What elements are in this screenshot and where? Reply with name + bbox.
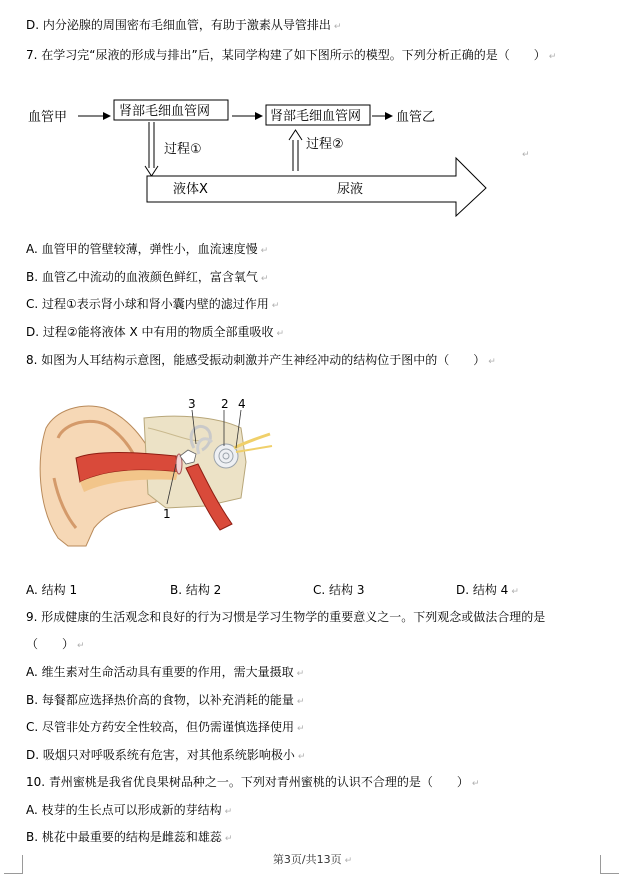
page-footer: 第3页/共13页 ↵	[272, 853, 353, 866]
ear-label-1: 1	[163, 507, 171, 521]
process-2-label: 过程②	[306, 137, 344, 152]
vessel-b-label: 血管乙	[396, 110, 436, 125]
option-8a: A. 结构 1	[26, 583, 78, 597]
ear-structure-figure	[36, 398, 276, 548]
option-8b: B. 结构 2	[170, 583, 222, 597]
question-9-paren: （ ） ↵	[26, 637, 85, 651]
option-7d: D. 过程②能将液体 X 中有用的物质全部重吸收 ↵	[26, 325, 285, 339]
process-1-label: 过程①	[164, 142, 202, 157]
process-2-arrow	[289, 130, 302, 140]
option-9a: A. 维生素对生命活动具有重要的作用，需大量摄取 ↵	[26, 665, 305, 679]
option-7b: B. 血管乙中流动的血液颜色鲜红，富含氧气 ↵	[26, 270, 269, 284]
question-8: 8. 如图为人耳结构示意图，能感受振动刺激并产生神经冲动的结构位于图中的（ ） ↵	[26, 353, 496, 367]
ear-label-3: 3	[188, 398, 196, 411]
question-9: 9. 形成健康的生活观念和良好的行为习惯是学习生物学的重要意义之一。下列观念或做法合理的是	[26, 610, 546, 624]
capillary-box-2-label: 肾部毛细血管网	[270, 109, 362, 124]
question-7: 7. 在学习完“尿液的形成与排出”后，某同学构建了如下图所示的模型。下列分析正确的是（ ） ↵	[26, 48, 557, 62]
option-10a: A. 枝芽的生长点可以形成新的芽结构 ↵	[26, 803, 233, 817]
option-10b: B. 桃花中最重要的结构是雌蕊和雄蕊 ↵	[26, 830, 233, 844]
option-9d: D. 吸烟只对呼吸系统有危害，对其他系统影响极小 ↵	[26, 748, 306, 762]
process-1-arrow	[145, 166, 158, 176]
capillary-box-1-label: 肾部毛细血管网	[119, 104, 211, 119]
question-10: 10. 青州蜜桃是我省优良果树品种之一。下列对青州蜜桃的认识不合理的是（ ） ↵	[26, 775, 480, 789]
text-line: D. 内分泌腺的周围密布毛细血管，有助于激素从导管排出 ↵	[26, 18, 342, 32]
option-8c: C. 结构 3	[313, 583, 365, 597]
urine-label: 尿液	[337, 182, 364, 197]
option-9b: B. 每餐都应选择热价高的食物，以补充消耗的能量 ↵	[26, 693, 305, 707]
svg-text:↵: ↵	[522, 150, 530, 160]
option-7c: C. 过程①表示肾小球和肾小囊内壁的滤过作用 ↵	[26, 297, 280, 311]
option-7a: A. 血管甲的管壁较薄，弹性小，血流速度慢 ↵	[26, 242, 269, 256]
ear-label-4: 4	[238, 398, 246, 411]
urine-formation-diagram	[0, 95, 625, 235]
liquid-x-label: 液体X	[173, 182, 208, 197]
option-8d: D. 结构 4 ↵	[456, 583, 519, 597]
ear-label-2: 2	[221, 398, 229, 411]
vessel-a-label: 血管甲	[28, 110, 68, 125]
option-9c: C. 尽管非处方药安全性较高，但仍需谨慎选择使用 ↵	[26, 720, 305, 734]
